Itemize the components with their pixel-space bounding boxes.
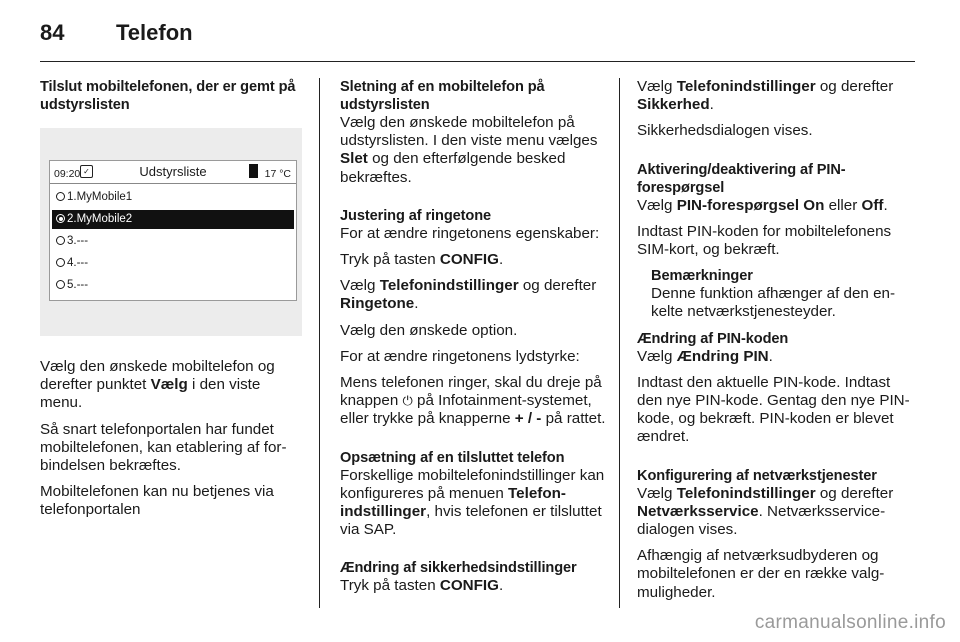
device-list-screen — [49, 160, 297, 301]
column-3 — [637, 78, 915, 610]
screen-time: 09:20 — [54, 168, 81, 180]
paragraph: Vælg Telefonindstillinger og derefter Sikkerhed. — [637, 78, 894, 114]
paragraph: Vælg den ønskede mobiltelefon på udstyrslisten. I den viste menu vælges Slet og den efterfølgende besked bekræftes. — [340, 114, 598, 186]
section-heading: Konfigurering af netværkstjenester — [637, 467, 877, 484]
note-title: Bemærkninger — [651, 268, 753, 285]
column-2 — [340, 78, 606, 604]
column-1 — [40, 78, 306, 528]
device-list-item[interactable] — [52, 276, 294, 295]
phone-icon: ✓ — [80, 165, 93, 178]
radio-icon — [56, 214, 65, 223]
paragraph: Vælg den ønskede option. — [340, 321, 518, 339]
paragraph: Vælg den ønskede mobiltelefon og derefter punktet Vælg i den viste menu. — [40, 358, 275, 412]
paragraph: Vælg Telefonindstillinger og derefter Netværksservice. Netværksservice-dialogen vises. — [637, 484, 894, 539]
device-list-item[interactable] — [52, 254, 294, 273]
section-heading: Aktivering/deaktivering af PIN-forespørgsel — [637, 161, 846, 196]
paragraph: Vælg Telefonindstillinger og derefter Ringetone. — [340, 277, 597, 313]
paragraph: Sikkerhedsdialogen vises. — [637, 122, 813, 140]
device-list-item[interactable] — [52, 232, 294, 251]
section-heading: Ændring af sikkerhedsindstillinger — [340, 560, 577, 577]
paragraph: Indtast PIN-koden for mobiltelefonens SIM-kort, og bekræft. — [637, 222, 892, 259]
paragraph: Tryk på tasten CONFIG. — [340, 251, 504, 269]
screen-status-bar — [50, 161, 296, 184]
section-heading: Opsætning af en tilsluttet telefon — [340, 449, 565, 466]
thermometer-icon — [249, 164, 258, 178]
watermark: carmanualsonline.info — [754, 612, 946, 633]
radio-icon — [56, 258, 65, 267]
column-divider-2 — [619, 78, 620, 608]
screen-figure — [40, 128, 302, 336]
paragraph: Så snart telefonportalen har fundet mobiltelefonen, kan etablering af forbindelsen bekræftes. — [40, 420, 287, 475]
device-label: 1.MyMobile1 — [67, 191, 133, 203]
radio-icon — [56, 236, 65, 245]
radio-icon — [56, 280, 65, 289]
note-text: Denne funktion afhænger af den enkelte netværkstjenesteyder. — [651, 285, 896, 321]
column-divider-1 — [319, 78, 320, 608]
radio-icon — [56, 192, 65, 201]
screen-title: Udstyrsliste — [139, 164, 207, 179]
screen-temperature: 17 °C — [264, 168, 291, 180]
device-list-item[interactable] — [52, 210, 294, 229]
power-knob-icon: ⏻ — [402, 393, 413, 409]
device-list — [50, 184, 296, 295]
paragraph: For at ændre ringetonens lydstyrke: — [340, 347, 580, 365]
paragraph: Mobiltelefonen kan nu betjenes via telefonportalen — [40, 483, 274, 519]
paragraph: Vælg Ændring PIN. — [637, 347, 773, 365]
paragraph: Afhængig af netværksudbyderen og mobiltelefonen er der en række valgmuligheder. — [637, 547, 885, 601]
section-heading: Justering af ringetone — [340, 207, 492, 224]
section-heading: Tilslut mobiltelefonen, der er gemt på udstyrslisten — [40, 79, 296, 113]
page-number: 84 — [40, 20, 65, 45]
section-heading: Sletning af en mobiltelefon på udstyrslisten — [340, 79, 545, 113]
paragraph: Vælg PIN-forespørgsel On eller Off. — [637, 196, 888, 214]
device-label: 2.MyMobile2 — [67, 213, 133, 225]
paragraph: Mens telefonen ringer, skal du dreje på knappen ⏻ på Infotainment-systemet, eller trykke på knapperne + / - på rattet. — [340, 374, 606, 428]
chapter-title: Telefon — [116, 20, 193, 45]
device-label: 5.--- — [67, 279, 89, 291]
paragraph: Tryk på tasten CONFIG. — [340, 577, 504, 595]
device-list-item[interactable] — [52, 188, 294, 207]
paragraph: For at ændre ringetonens egenskaber: — [340, 224, 600, 242]
device-label: 3.--- — [67, 235, 89, 247]
device-label: 4.--- — [67, 257, 89, 269]
paragraph: Indtast den aktuelle PIN-kode. Indtast den nye PIN-kode. Gentag den nye PIN-kode, og bekræft. PIN-koden er blevet ændret. — [637, 373, 910, 446]
note-box — [651, 267, 915, 321]
header-rule — [40, 61, 915, 62]
section-heading: Ændring af PIN-koden — [637, 330, 789, 347]
paragraph: Forskellige mobiltelefonindstillinger kan konfigureres på menuen Telefonindstillinger, hvis telefonen er tilsluttet via SAP. — [340, 466, 605, 539]
